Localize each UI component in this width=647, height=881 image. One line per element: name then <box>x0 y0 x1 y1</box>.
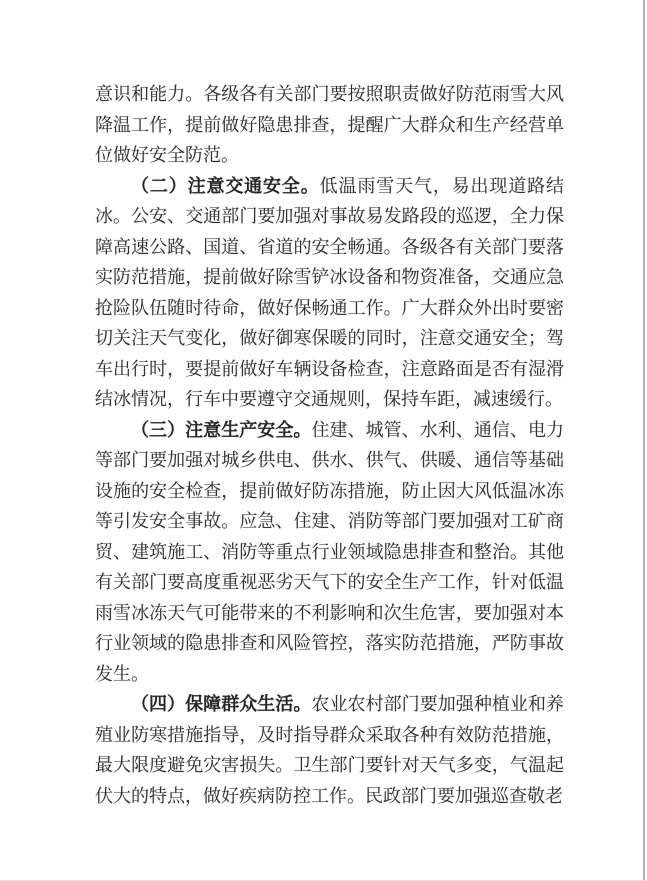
paragraph-3-body: 住建、城管、水利、通信、电力等部门要加强对城乡供电、供水、供气、供暖、通信等基础设施的安全检查，提前做好防冻措施，防止因大风低温冰冻等引发安全事故。应急、住建、消防等部门要加强对工矿商贸、建筑施工、消防等重点行业领域隐患排查和整治。其他有关部门要高度重视恶劣天气下的安全生产工作，针对低温雨雪冰冻天气可能带来的不利影响和次生危害，要加强对本行业领域的隐患排查和风险管控，落实防范措施，严防事故发生。 <box>95 419 565 684</box>
paragraph-4-body: 农业农村部门要加强种植业和养殖业防寒措施指导，及时指导群众采取各种有效防范措施，最大限度避免灾害损失。卫生部门要针对天气多变，气温起伏大的特点，做好疾病防控工作。民政部门要加强巡查敬老 <box>95 694 565 806</box>
paragraph-2 <box>95 171 564 415</box>
paragraph-2-body: 低温雨雪天气，易出现道路结冰。公安、交通部门要加强对事故易发路段的巡逻，全力保障高速公路、国道、省道的安全畅通。各级各有关部门要落实防范措施，提前做好除雪铲冰设备和物资准备，交通应急抢险队伍随时待命，做好保畅通工作。广大群众外出时要密切关注天气变化，做好御寒保暖的同时，注意交通安全；驾车出行时，要提前做好车辆设备检查，注意路面是否有湿滑结冰情况，行车中要遵守交通规则，保持车距，减速缓行。 <box>95 175 565 409</box>
paragraph-3 <box>95 415 564 690</box>
page-right-edge-line <box>643 0 645 881</box>
paragraph-4 <box>95 689 564 811</box>
paragraph-2-heading: （二）注意交通安全。 <box>131 175 320 196</box>
document-text-block <box>95 79 564 811</box>
paragraph-3-heading: （三）注意生产安全。 <box>131 419 312 440</box>
paragraph-1-body: 意识和能力。各级各有关部门要按照职责做好防范雨雪大风降温工作，提前做好隐患排查，提醒广大群众和生产经营单位做好安全防范。 <box>95 84 564 165</box>
paragraph-1 <box>95 79 564 171</box>
paragraph-4-heading: （四）保障群众生活。 <box>131 694 312 714</box>
